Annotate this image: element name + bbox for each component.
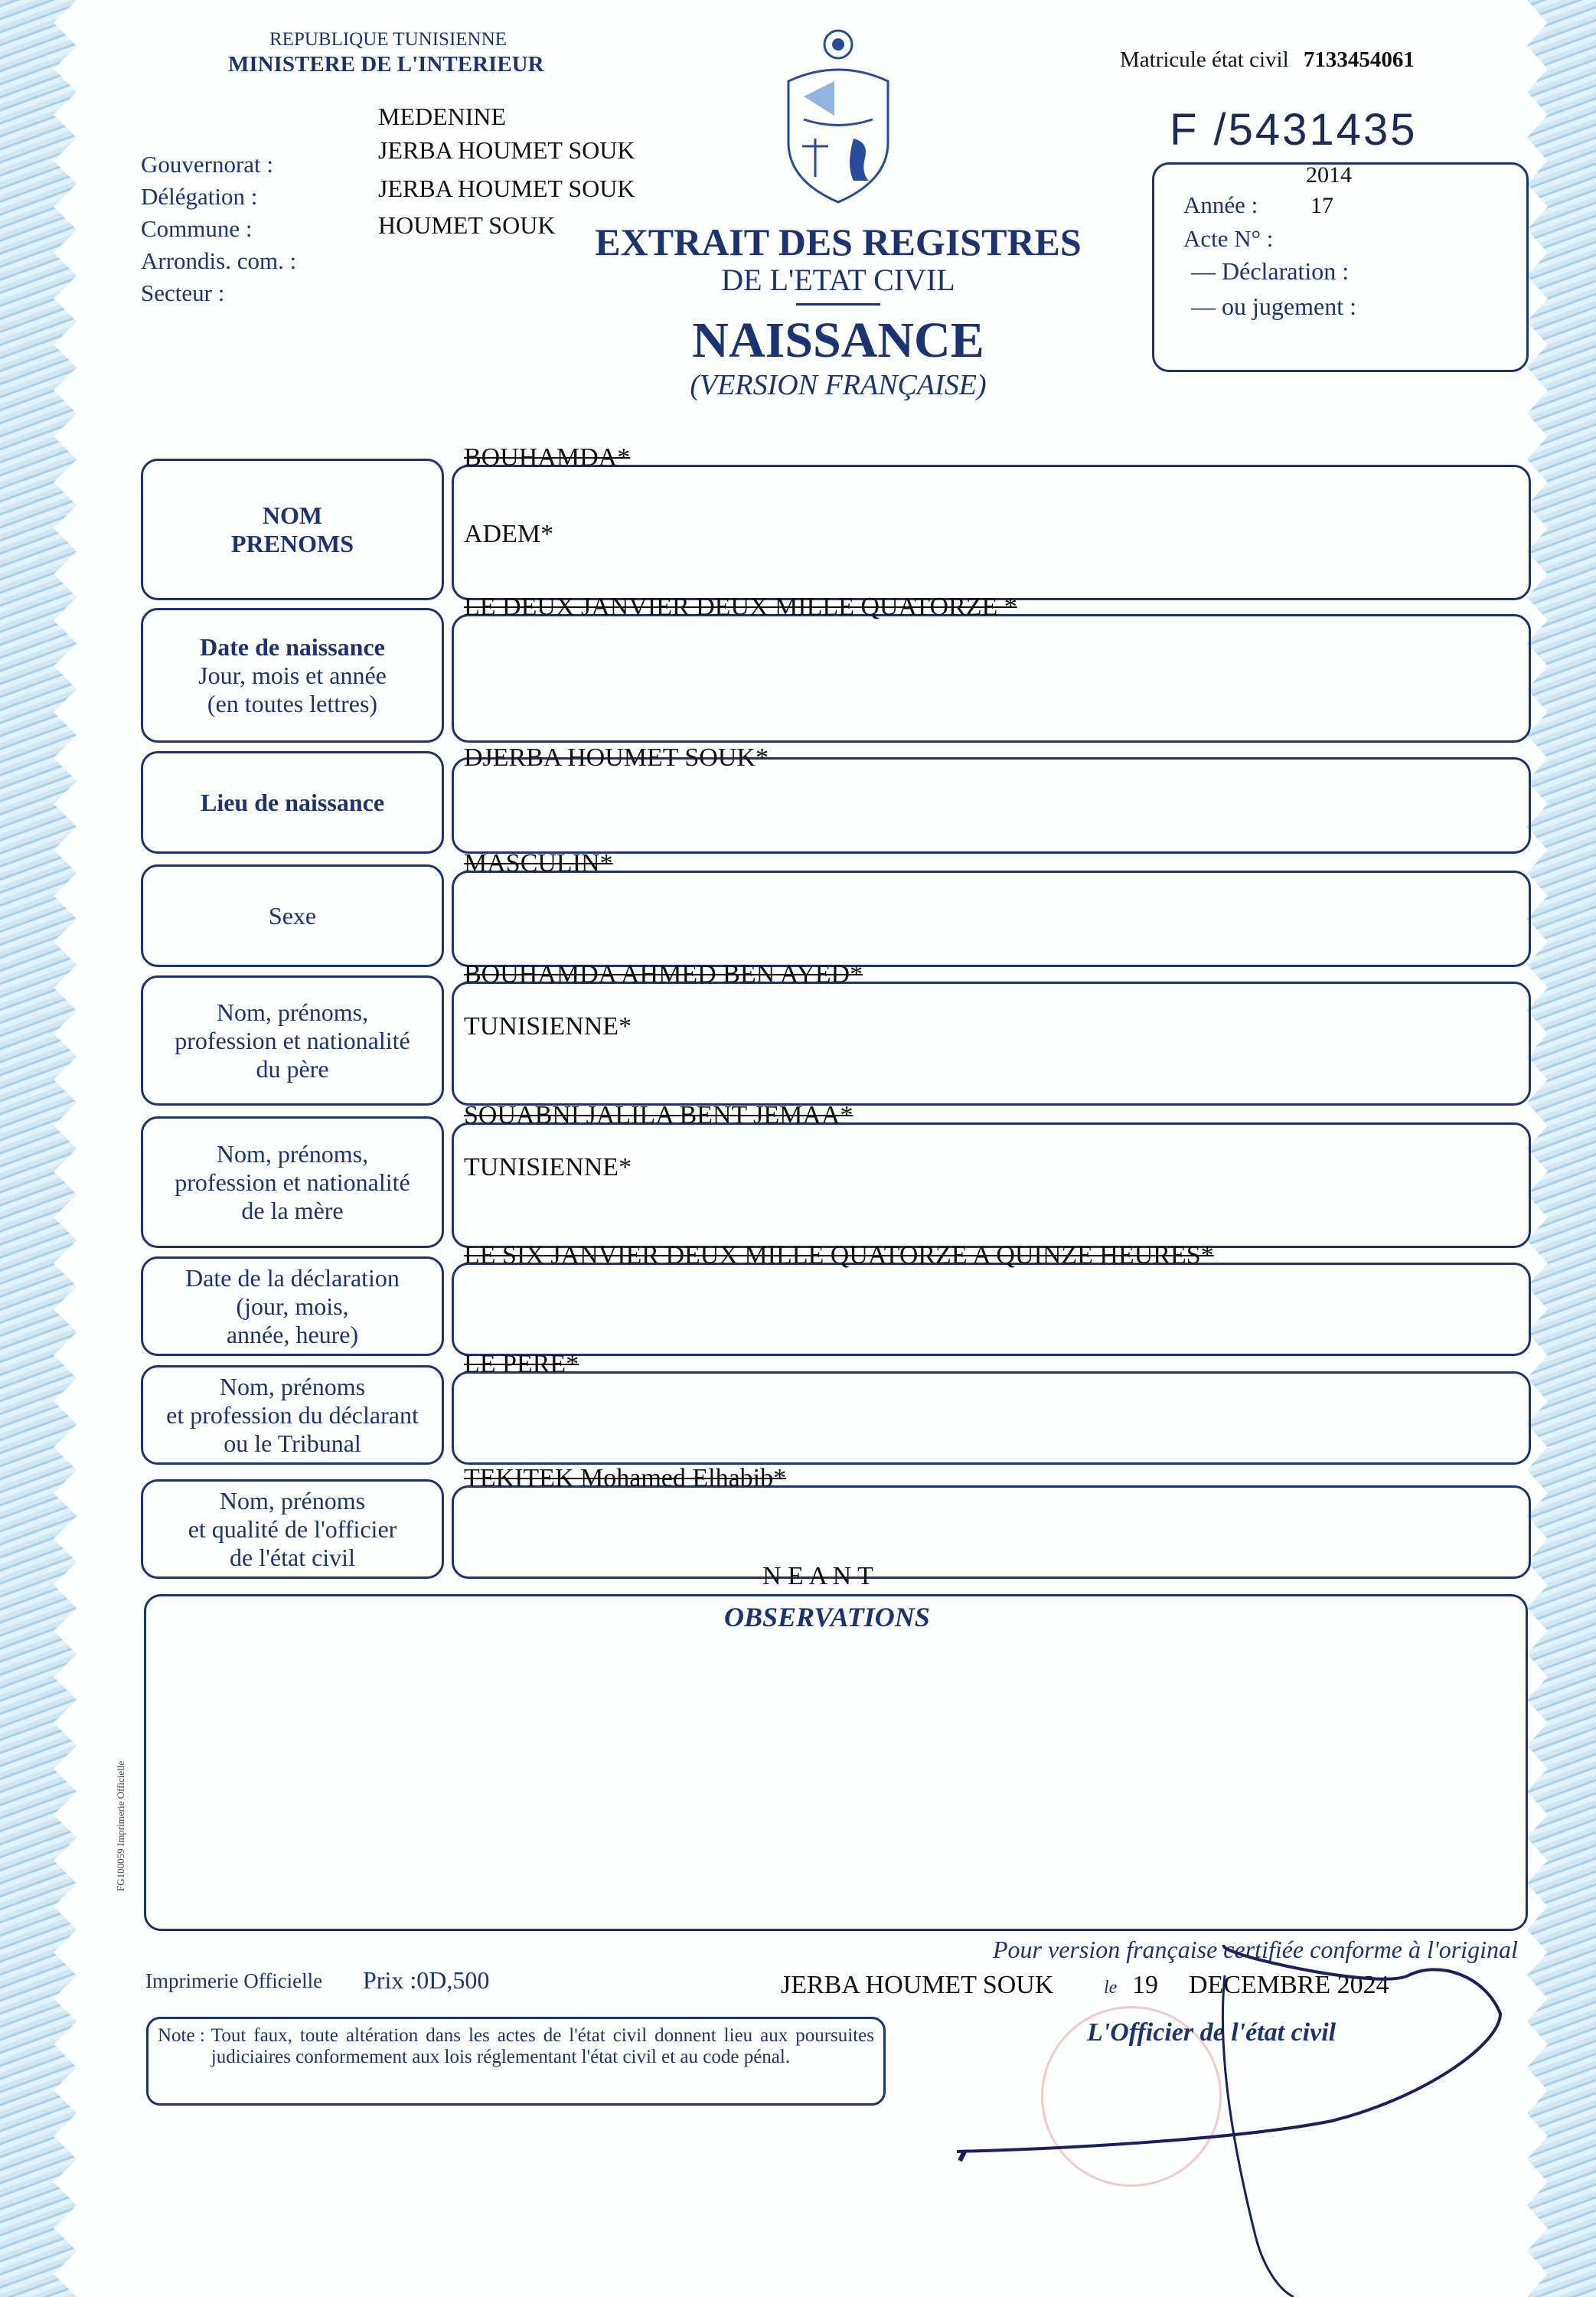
row-label-line: et profession du déclarant — [166, 1400, 419, 1429]
row-value-box — [452, 871, 1531, 967]
matricule-label: Matricule état civil — [1120, 47, 1289, 72]
row-value: TUNISIENNE* — [464, 1153, 632, 1181]
republic-label: REPUBLIQUE TUNISIENNE — [269, 29, 507, 50]
row-label-line: (en toutes lettres) — [207, 689, 378, 717]
row-label-line: et qualité de l'officier — [188, 1514, 397, 1543]
row-label-line: profession et nationalité — [175, 1026, 410, 1054]
observations-value: N E A N T — [762, 1562, 873, 1590]
row-value-box — [452, 1122, 1531, 1248]
le-label: le — [1104, 1978, 1118, 1998]
row-label — [141, 1479, 444, 1579]
title-version: (VERSION FRANÇAISE) — [690, 369, 987, 401]
row-label-line: profession et nationalité — [175, 1168, 410, 1196]
certified-label: Pour version française certifiée conforme à l'original — [993, 1936, 1518, 1963]
row-label-line: Date de la déclaration — [185, 1263, 400, 1292]
row-label-line: NOM — [262, 501, 323, 529]
note-label: Note : — [158, 2025, 205, 2046]
row-label — [141, 1256, 444, 1356]
acte-value: 17 — [1310, 193, 1333, 218]
row-label-line: Lieu de naissance — [200, 788, 385, 816]
row-label — [141, 1365, 444, 1465]
row-label-line: ou le Tribunal — [224, 1429, 361, 1457]
title-line1: EXTRAIT DES REGISTRES — [595, 221, 1082, 263]
gouvernorat-value: MEDENINE — [378, 103, 507, 130]
row-value: BOUHAMDA* — [464, 443, 631, 472]
observations-title: OBSERVATIONS — [724, 1602, 930, 1632]
row-label-line: PRENOMS — [231, 529, 354, 557]
declaration-label: — Déclaration : — [1191, 257, 1350, 285]
matricule — [1120, 47, 1415, 73]
row-label-line: année, heure) — [226, 1320, 359, 1348]
day-value: 19 — [1132, 1971, 1158, 1999]
row-label-line: Date de naissance — [200, 632, 385, 661]
row-value: BOUHAMDA AHMED BEN AYED* — [464, 960, 863, 988]
observations-box — [144, 1594, 1528, 1931]
row-label — [141, 608, 444, 743]
price-label: Prix :0D,500 — [363, 1966, 490, 1994]
row-label-line: Nom, prénoms — [219, 1486, 366, 1514]
side-print: FG100059 Imprimerie Officielle — [115, 1760, 126, 1891]
note-text: Tout faux, toute altération dans les actes de l'état civil donnent lieu aux poursuites judiciaires conformement aux lois réglementant l'état civil et au code pénal. — [211, 2025, 874, 2067]
row-value-box — [452, 614, 1531, 743]
row-label-line: du père — [256, 1054, 329, 1083]
document-title — [536, 221, 1141, 402]
secteur-label: Secteur : — [141, 279, 225, 306]
annee-value: 2014 — [1306, 162, 1352, 188]
row-label-line: (jour, mois, — [236, 1292, 349, 1320]
row-label-line: Nom, prénoms — [219, 1372, 366, 1400]
printer-label: Imprimerie Officielle — [145, 1969, 323, 1992]
officer-label: L'Officier de l'état civil — [1087, 2018, 1337, 2047]
gouvernorat-label: Gouvernorat : — [141, 151, 274, 178]
row-value-box — [452, 982, 1531, 1106]
row-label-line: Nom, prénoms, — [216, 1139, 369, 1168]
row-value-box — [452, 1263, 1531, 1356]
row-label-line: Sexe — [268, 901, 317, 930]
title-line2: DE L'ETAT CIVIL — [721, 263, 955, 297]
row-value: LE DEUX JANVIER DEUX MILLE QUATORZE * — [464, 593, 1017, 621]
note — [158, 2025, 874, 2068]
row-label — [141, 751, 444, 854]
matricule-value: 7133454061 — [1303, 47, 1415, 72]
title-divider — [796, 303, 880, 306]
row-value: LE PERE* — [464, 1350, 579, 1378]
place-value: JERBA HOUMET SOUK — [781, 1971, 1054, 1999]
guilloche-border-left — [0, 0, 77, 2297]
arrondissement-value: HOUMET SOUK — [378, 211, 556, 239]
row-label — [141, 864, 444, 967]
row-label-line: Jour, mois et année — [198, 661, 387, 689]
row-value: MASCULIN* — [464, 849, 613, 877]
row-value: ADEM* — [464, 520, 554, 548]
acte-label: Acte N° : — [1183, 225, 1274, 252]
jugement-label: — ou jugement : — [1191, 292, 1356, 320]
row-value-box — [452, 1371, 1531, 1465]
commune-label: Commune : — [141, 215, 253, 242]
row-value: LE SIX JANVIER DEUX MILLE QUATORZE A QUINZE HEURES* — [464, 1241, 1214, 1269]
delegation-label: Délégation : — [141, 183, 258, 210]
location-labels — [141, 149, 296, 309]
row-value: SOUABNI JALILA BENT JEMAA* — [464, 1101, 853, 1129]
row-value: DJERBA HOUMET SOUK* — [464, 743, 769, 772]
row-label-line: de l'état civil — [230, 1543, 355, 1571]
row-value: TEKITEK Mohamed Elhabib* — [464, 1464, 787, 1492]
row-label — [141, 975, 444, 1106]
annee-label: Année : — [1183, 191, 1258, 218]
row-value-box — [452, 465, 1531, 600]
row-value: TUNISIENNE* — [464, 1012, 632, 1041]
delegation-value: JERBA HOUMET SOUK — [378, 136, 635, 164]
row-label-line: Nom, prénoms, — [216, 998, 369, 1026]
note-box — [146, 2017, 886, 2106]
tunisia-emblem-icon — [773, 28, 903, 205]
month-year-value: DECEMBRE 2024 — [1189, 1971, 1389, 1999]
serial-number: F /5431435 — [1170, 105, 1418, 155]
commune-value: JERBA HOUMET SOUK — [378, 175, 635, 202]
guilloche-border-right — [1527, 0, 1596, 2297]
row-value-box — [452, 1485, 1531, 1579]
title-main: NAISSANCE — [692, 312, 984, 368]
arrondissement-label: Arrondis. com. : — [141, 247, 297, 274]
signature-icon — [949, 1945, 1531, 2297]
ministry-label: MINISTERE DE L'INTERIEUR — [228, 52, 544, 77]
row-label — [141, 1116, 444, 1248]
row-label — [141, 459, 444, 600]
row-label-line: de la mère — [241, 1196, 344, 1224]
